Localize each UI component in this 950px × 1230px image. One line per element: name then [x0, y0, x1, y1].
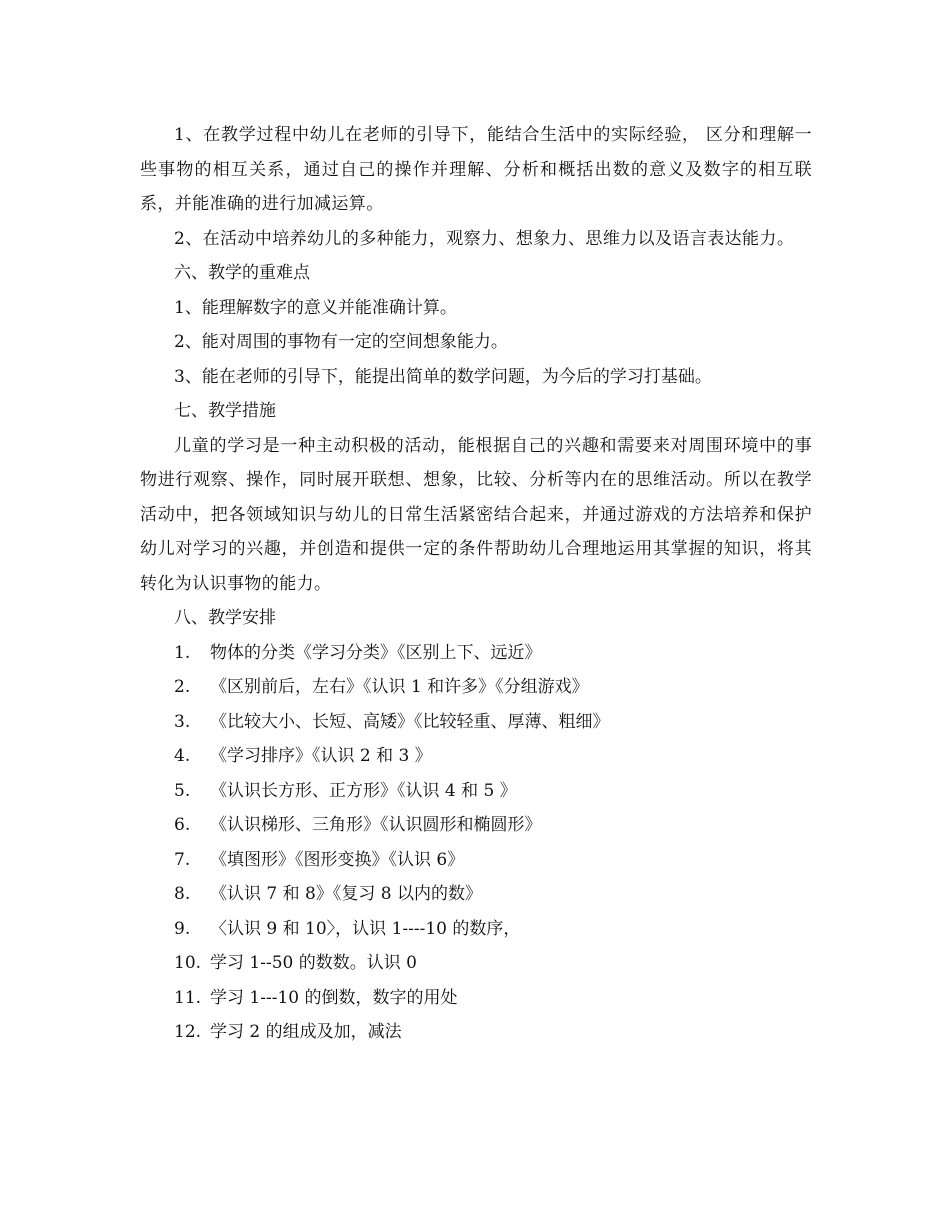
schedule-item	[140, 877, 812, 912]
measures-paragraph: 儿童的学习是一种主动积极的活动，能根据自己的兴趣和需要来对周围环境中的事物进行观察、操作，同时展开联想、想象，比较、分析等内在的思维活动。所以在教学活动中，把各领域知识与幼儿的日常生活紧密结合起来，并通过游戏的方法培养和保护幼儿对学习的兴趣，并创造和提供一定的条件帮助幼儿合理地运用其掌握的知识，将其转化为认识事物的能力。	[140, 435, 812, 594]
schedule-item	[140, 912, 812, 947]
schedule-item	[140, 946, 812, 981]
schedule-item	[140, 981, 812, 1016]
document-body	[140, 118, 812, 1050]
schedule-item-text: 《区别前后，左右》《认识 1 和许多》《分组游戏》	[210, 677, 589, 697]
schedule-item-number: 6.	[174, 815, 191, 835]
section-heading-schedule: 八、教学安排	[174, 608, 276, 628]
schedule-item-text: 学习 1---10 的倒数，数字的用处	[210, 987, 458, 1008]
schedule-item-text: 《比较大小、长短、高矮》《比较轻重、厚薄、粗细》	[210, 711, 610, 732]
schedule-item-text: 《认识梯形、三角形》《认识圆形和椭圆形》	[210, 815, 542, 835]
schedule-item-text: 《认识 7 和 8》《复习 8 以内的数》	[210, 884, 482, 904]
schedule-item-number: 2.	[174, 677, 191, 697]
schedule-item-number: 4.	[174, 746, 191, 766]
schedule-item	[140, 705, 812, 740]
goal-paragraph-1: 1、在教学过程中幼儿在老师的引导下，能结合生活中的实际经验， 区分和理解一些事物的相互关系，通过自己的操作并理解、分析和概括出数的意义及数字的相互联系，并能准确的进行加减运算。	[140, 125, 812, 214]
schedule-item-number: 11.	[174, 987, 202, 1008]
goal-paragraph-2: 2、在活动中培养幼儿的多种能力，观察力、想象力、思维力以及语言表达能力。	[174, 228, 795, 249]
schedule-item	[140, 843, 812, 878]
schedule-item	[140, 808, 812, 843]
schedule-item-number: 9.	[174, 918, 191, 939]
schedule-item-number: 3.	[174, 711, 191, 732]
schedule-item	[140, 739, 812, 774]
schedule-item-text: 物体的分类《学习分类》《区别上下、远近》	[210, 642, 542, 663]
schedule-item-number: 7.	[174, 849, 191, 870]
schedule-item-text: 学习 1--50 的数数。认识 0	[210, 953, 417, 973]
schedule-item-number: 12.	[174, 1022, 202, 1042]
section-heading-measures: 七、教学措施	[174, 401, 276, 421]
schedule-item-text: 《认识长方形、正方形》《认识 4 和 5 》	[210, 780, 517, 801]
schedule-item	[140, 670, 812, 705]
key-point-item: 2、能对周围的事物有一定的空间想象能力。	[174, 332, 508, 352]
key-point-item: 3、能在老师的引导下，能提出简单的数学问题，为今后的学习打基础。	[174, 366, 712, 387]
schedule-item-number: 10.	[174, 953, 202, 973]
key-point-item: 1、能理解数字的意义并能准确计算。	[174, 297, 457, 318]
schedule-item-text: 〈认识 9 和 10〉，认识 1----10 的数序，	[210, 918, 521, 939]
schedule-item-text: 《学习排序》《认识 2 和 3 》	[210, 746, 432, 766]
section-heading-key-points: 六、教学的重难点	[174, 263, 310, 283]
schedule-item-number: 1.	[174, 642, 191, 663]
schedule-item-number: 8.	[174, 884, 191, 904]
schedule-item-text: 学习 2 的组成及加，减法	[210, 1022, 402, 1042]
schedule-item	[140, 1015, 812, 1050]
schedule-item	[140, 774, 812, 809]
schedule-item-number: 5.	[174, 780, 191, 801]
schedule-item-text: 《填图形》《图形变换》《认识 6》	[210, 849, 465, 870]
schedule-item	[140, 636, 812, 671]
